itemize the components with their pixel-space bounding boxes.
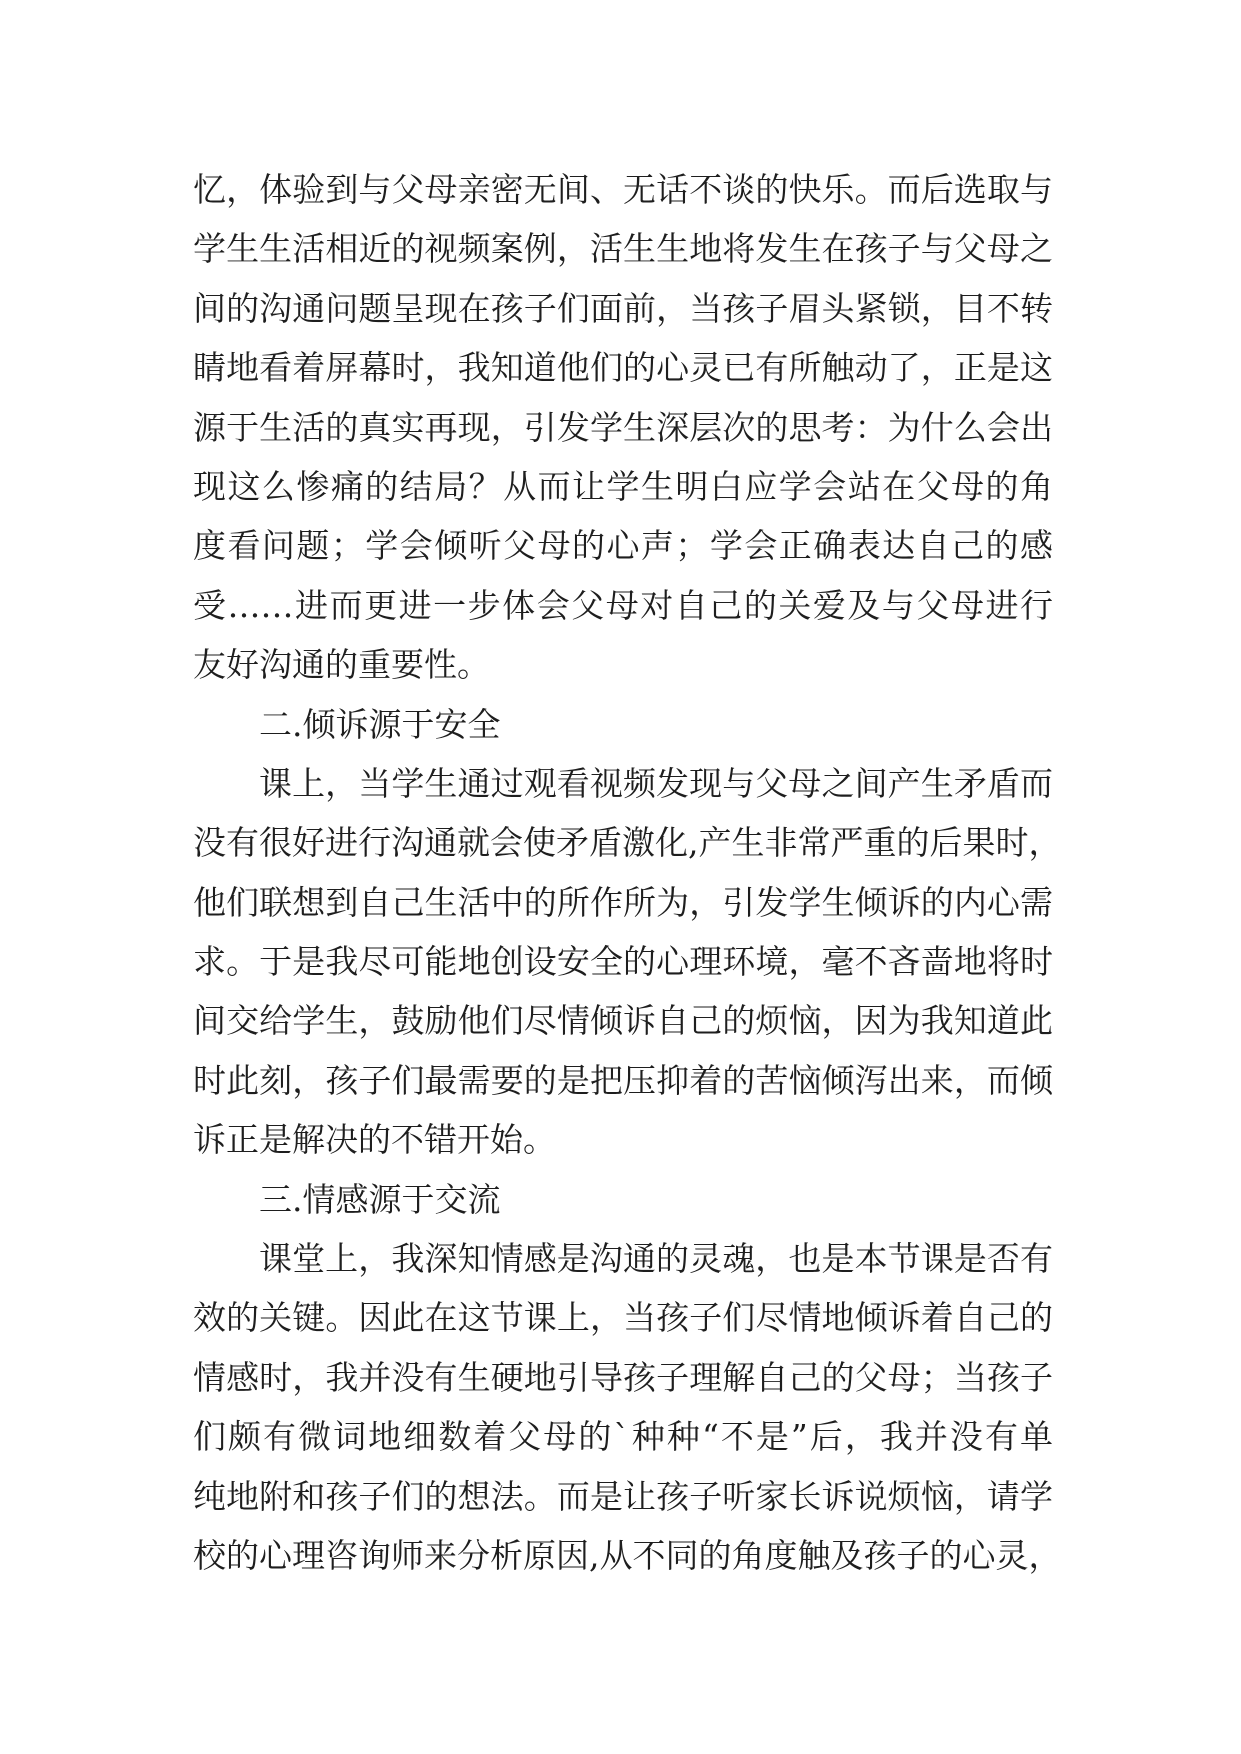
text-line: 课上，当学生通过观看视频发现与父母之间产生矛盾而 [259, 763, 1053, 803]
text-line: 情感时，我并没有生硬地引导孩子理解自己的父母；当孩子 [193, 1357, 1053, 1397]
text-line: 学生生活相近的视频案例，活生生地将发生在孩子与父母之 [193, 229, 1053, 269]
text-line: 纯地附和孩子们的想法。而是让孩子听家长诉说烦恼，请学 [193, 1476, 1053, 1516]
text-line: 求。于是我尽可能地创设安全的心理环境，毫不吝啬地将时 [193, 942, 1053, 982]
text-line: 校的心理咨询师来分析原因,从不同的角度触及孩子的心灵， [193, 1535, 1062, 1575]
text-line: 睛地看着屏幕时，我知道他们的心灵已有所触动了，正是这 [193, 348, 1053, 388]
text-line: 他们联想到自己生活中的所作所为，引发学生倾诉的内心需 [193, 882, 1053, 922]
text-line: 间交给学生，鼓励他们尽情倾诉自己的烦恼，因为我知道此 [193, 1001, 1053, 1041]
text-line: 课堂上，我深知情感是沟通的灵魂，也是本节课是否有 [259, 1239, 1053, 1279]
text-line: 忆，体验到与父母亲密无间、无话不谈的快乐。而后选取与 [193, 170, 1053, 209]
text-line: 们颇有微词地细数着父母的`种种“不是”后，我并没有单 [193, 1417, 1053, 1457]
body-text [193, 160, 1062, 1585]
text-line: 时此刻，孩子们最需要的是把压抑着的苦恼倾泻出来，而倾 [193, 1060, 1053, 1100]
text-line: 受……进而更进一步体会父母对自己的关爱及与父母进行 [193, 585, 1053, 625]
text-line: 度看问题；学会倾听父母的心声；学会正确表达自己的感 [193, 526, 1053, 566]
text-line: 现这么惨痛的结局？从而让学生明白应学会站在父母的角 [193, 466, 1053, 506]
text-line: 源于生活的真实再现，引发学生深层次的思考：为什么会出 [193, 407, 1053, 447]
text-line: 效的关键。因此在这节课上，当孩子们尽情地倾诉着自己的 [193, 1298, 1053, 1338]
text-line: 没有很好进行沟通就会使矛盾激化,产生非常严重的后果时， [193, 823, 1062, 863]
text-line: 间的沟通问题呈现在孩子们面前，当孩子眉头紧锁，目不转 [193, 288, 1053, 328]
text-line: 诉正是解决的不错开始。 [193, 1120, 556, 1160]
section-heading: 三.情感源于交流 [259, 1179, 501, 1219]
section-heading: 二.倾诉源于安全 [259, 704, 501, 744]
text-line: 友好沟通的重要性。 [193, 645, 490, 685]
